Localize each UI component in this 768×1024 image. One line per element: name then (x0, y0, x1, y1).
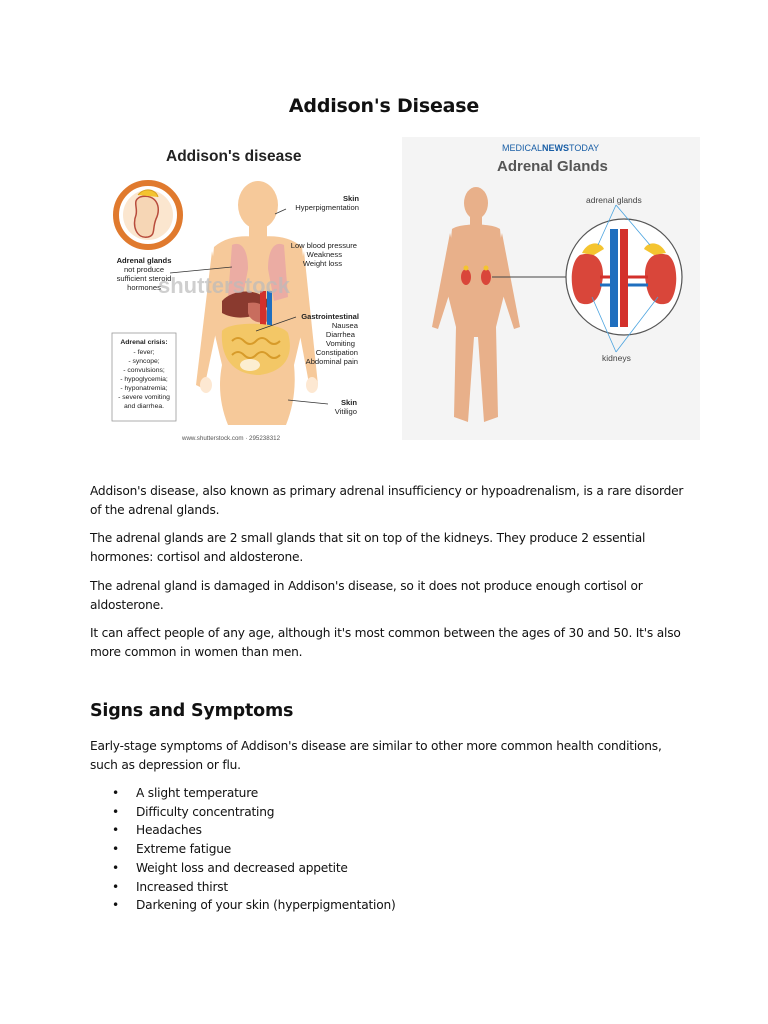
intro-paragraph: Addison's disease, also known as primary adrenal insufficiency or hypoadrenalism, is a rare disorder of the adrenal glands. (90, 484, 684, 517)
damage-paragraph: The adrenal gland is damaged in Addison's disease, so it does not produce enough cortisol or aldosterone. (90, 579, 643, 612)
adrenal-glands-illustration (402, 137, 700, 440)
adrenal-crisis-box (112, 333, 176, 421)
bullet-icon: • (112, 786, 119, 800)
svg-text:Hyperpigmentation: Hyperpigmentation (295, 203, 359, 212)
svg-text:not produce: not produce (123, 265, 165, 274)
svg-text:Adrenal crisis:: Adrenal crisis: (120, 339, 168, 346)
svg-text:Adrenal glands: Adrenal glands (116, 256, 172, 265)
brand-logo: MEDICALNEWSTODAY (502, 143, 600, 153)
bullet-icon: • (112, 860, 119, 875)
list-item: • Darkening of your skin (hyperpigmentation) (90, 896, 396, 915)
svg-text:Abdominal pain: Abdominal pain (305, 357, 358, 366)
figure-heading: Adrenal Glands (497, 158, 608, 175)
list-item: • Headaches (90, 821, 396, 840)
svg-text:Diarrhea: Diarrhea (325, 330, 355, 339)
list-item: • Weight loss and decreased appetite (90, 859, 396, 878)
svg-text:- hypoglycemia;: - hypoglycemia; (120, 376, 168, 383)
section-heading: Signs and Symptoms (90, 701, 294, 721)
svg-text:- convulsions;: - convulsions; (123, 367, 165, 374)
bullet-icon: • (112, 804, 119, 819)
adrenal-glands-paragraph: The adrenal glands are 2 small glands that sit on top of the kidneys. They produce 2 essential hormones: cortisol and aldosterone. (90, 531, 646, 564)
svg-text:Weight loss: Weight loss (302, 259, 342, 268)
bullet-icon: • (112, 842, 119, 857)
bullet-icon: • (112, 898, 119, 913)
adrenal-gland-icon (116, 183, 180, 247)
list-item: • Difficulty concentrating (90, 803, 396, 822)
svg-text:- hyponatremia;: - hyponatremia; (120, 385, 168, 392)
svg-text:Vitiligo: Vitiligo (334, 407, 357, 416)
svg-text:Vomiting: Vomiting (325, 339, 355, 348)
svg-text:sufficient steroid: sufficient steroid (116, 274, 172, 283)
svg-text:Nausea: Nausea (331, 321, 358, 330)
list-item: • Extreme fatigue (90, 840, 396, 859)
human-body-figure (432, 187, 520, 422)
svg-text:hormones: hormones (127, 283, 161, 292)
kidney-detail-circle (566, 219, 682, 335)
addisons-disease-illustration (110, 135, 392, 445)
svg-text:Skin: Skin (340, 398, 357, 407)
svg-text:- fever;: - fever; (133, 349, 155, 356)
svg-text:Gastrointestinal: Gastrointestinal (301, 312, 359, 321)
svg-text:- syncope;: - syncope; (128, 358, 160, 365)
svg-text:and diarrhea.: and diarrhea. (123, 403, 165, 410)
page-title: Addison's Disease (288, 95, 480, 117)
svg-text:- severe vomiting: - severe vomiting (118, 394, 170, 401)
svg-text:Weakness: Weakness (306, 250, 342, 259)
symptoms-intro: Early-stage symptoms of Addison's disease are similar to other more common health conditions, such as depression or flu. (90, 739, 662, 772)
image-credit: www.shutterstock.com · 295238312 (182, 435, 281, 442)
human-body-figure (196, 181, 318, 425)
adrenal-glands-label: adrenal glands (586, 195, 642, 205)
symptom-list (90, 784, 396, 915)
figure-heading: Addison's disease (166, 148, 302, 165)
watermark-text: shutterstock (158, 273, 291, 298)
kidneys-label: kidneys (602, 353, 631, 363)
bullet-icon: • (112, 823, 119, 838)
svg-text:Constipation: Constipation (315, 348, 358, 357)
bullet-icon: • (112, 879, 119, 894)
list-item: • Increased thirst (90, 878, 396, 897)
svg-text:Low blood pressure: Low blood pressure (290, 241, 357, 250)
demographics-paragraph: It can affect people of any age, although it's most common between the ages of 30 and 50. It's also more common in women than men. (90, 626, 681, 659)
svg-text:Skin: Skin (342, 194, 359, 203)
list-item: • A slight temperature (90, 784, 396, 803)
